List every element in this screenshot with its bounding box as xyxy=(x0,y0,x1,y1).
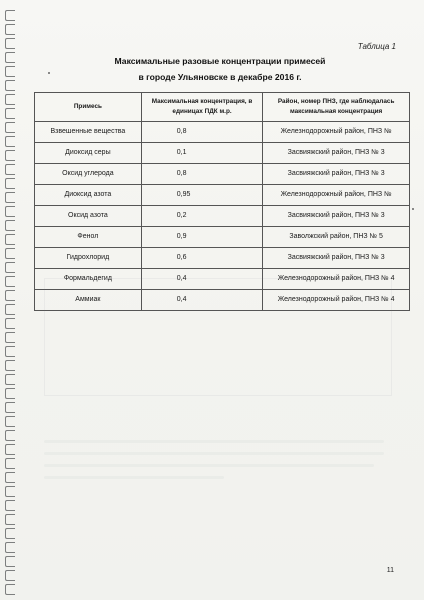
cell-pollutant: Взвешенные вещества xyxy=(35,122,142,143)
binding-ring xyxy=(5,80,15,91)
binding-ring xyxy=(5,430,15,441)
cell-concentration: 0,4 xyxy=(141,269,263,290)
cell-district: Заволжский район, ПНЗ № 5 xyxy=(263,227,410,248)
binding-ring xyxy=(5,192,15,203)
cell-pollutant: Формальдегид xyxy=(35,269,142,290)
binding-ring xyxy=(5,304,15,315)
cell-concentration: 0,8 xyxy=(141,164,263,185)
binding-ring xyxy=(5,332,15,343)
binding-ring xyxy=(5,38,15,49)
table-row xyxy=(35,227,410,248)
cell-concentration: 0,1 xyxy=(141,143,263,164)
page-number: 11 xyxy=(386,567,394,574)
table-header-row xyxy=(35,93,410,122)
binding-ring xyxy=(5,584,15,595)
bleed-through-line xyxy=(44,440,384,443)
cell-district: Железнодорожный район, ПНЗ № xyxy=(263,122,410,143)
binding-ring xyxy=(5,94,15,105)
table-row xyxy=(35,248,410,269)
table-row xyxy=(35,143,410,164)
cell-pollutant: Диоксид серы xyxy=(35,143,142,164)
binding-ring xyxy=(5,514,15,525)
cell-district: Засвияжский район, ПНЗ № 3 xyxy=(263,164,410,185)
header-pollutant: Примесь xyxy=(35,93,142,122)
table-row xyxy=(35,164,410,185)
binding-ring xyxy=(5,206,15,217)
binding-ring xyxy=(5,150,15,161)
cell-district: Железнодорожный район, ПНЗ № 4 xyxy=(263,290,410,311)
cell-pollutant: Оксид углерода xyxy=(35,164,142,185)
binding-ring xyxy=(5,136,15,147)
bleed-through-line xyxy=(44,452,384,455)
header-district-station: Район, номер ПНЗ, где наблюдалась максимальная концентрация xyxy=(263,93,410,122)
binding-ring xyxy=(5,528,15,539)
bleed-through-line xyxy=(44,476,224,479)
binding-ring xyxy=(5,402,15,413)
binding-ring xyxy=(5,262,15,273)
table-row xyxy=(35,185,410,206)
binding-ring xyxy=(5,500,15,511)
binding-ring xyxy=(5,122,15,133)
binding-ring xyxy=(5,220,15,231)
cell-district: Железнодорожный район, ПНЗ № xyxy=(263,185,410,206)
binding-ring xyxy=(5,108,15,119)
binding-ring xyxy=(5,472,15,483)
bleed-through-line xyxy=(44,464,374,467)
binding-ring xyxy=(5,360,15,371)
binding-ring xyxy=(5,388,15,399)
binding-ring xyxy=(5,248,15,259)
binding-ring xyxy=(5,276,15,287)
cell-district: Железнодорожный район, ПНЗ № 4 xyxy=(263,269,410,290)
paper-speck xyxy=(48,72,50,74)
binding-ring xyxy=(5,570,15,581)
binding-ring xyxy=(5,556,15,567)
table-row xyxy=(35,122,410,143)
cell-pollutant: Гидрохлорид xyxy=(35,248,142,269)
cell-concentration: 0,95 xyxy=(141,185,263,206)
binding-ring xyxy=(5,66,15,77)
binding-ring xyxy=(5,458,15,469)
binding-ring xyxy=(5,318,15,329)
cell-district: Засвияжский район, ПНЗ № 3 xyxy=(263,143,410,164)
binding-ring xyxy=(5,24,15,35)
document-title-line-2: в городе Ульяновске в декабре 2016 г. xyxy=(138,72,302,82)
cell-concentration: 0,8 xyxy=(141,122,263,143)
binding-ring xyxy=(5,52,15,63)
table-row xyxy=(35,206,410,227)
cell-district: Засвияжский район, ПНЗ № 3 xyxy=(263,206,410,227)
binding-ring xyxy=(5,542,15,553)
cell-district: Засвияжский район, ПНЗ № 3 xyxy=(263,248,410,269)
paper-speck xyxy=(412,208,414,210)
bleed-through-shadow xyxy=(44,278,392,396)
binding-ring xyxy=(5,10,15,21)
binding-ring xyxy=(5,374,15,385)
cell-pollutant: Фенол xyxy=(35,227,142,248)
binding-ring xyxy=(5,290,15,301)
binding-ring xyxy=(5,164,15,175)
cell-pollutant: Диоксид азота xyxy=(35,185,142,206)
binding-ring xyxy=(5,486,15,497)
binding-ring xyxy=(5,346,15,357)
cell-pollutant: Аммиак xyxy=(35,290,142,311)
cell-pollutant: Оксид азота xyxy=(35,206,142,227)
cell-concentration: 0,2 xyxy=(141,206,263,227)
table-caption: Таблица 1 xyxy=(357,42,396,51)
binding-ring xyxy=(5,444,15,455)
binding-ring xyxy=(5,234,15,245)
cell-concentration: 0,4 xyxy=(141,290,263,311)
binding-ring xyxy=(5,178,15,189)
spiral-binding xyxy=(0,0,20,600)
cell-concentration: 0,9 xyxy=(141,227,263,248)
header-max-concentration: Максимальная концентрация, в единицах ПДК м.р. xyxy=(141,93,263,122)
document-title-line-1: Максимальные разовые концентрации примесей xyxy=(114,56,326,66)
cell-concentration: 0,6 xyxy=(141,248,263,269)
binding-ring xyxy=(5,416,15,427)
